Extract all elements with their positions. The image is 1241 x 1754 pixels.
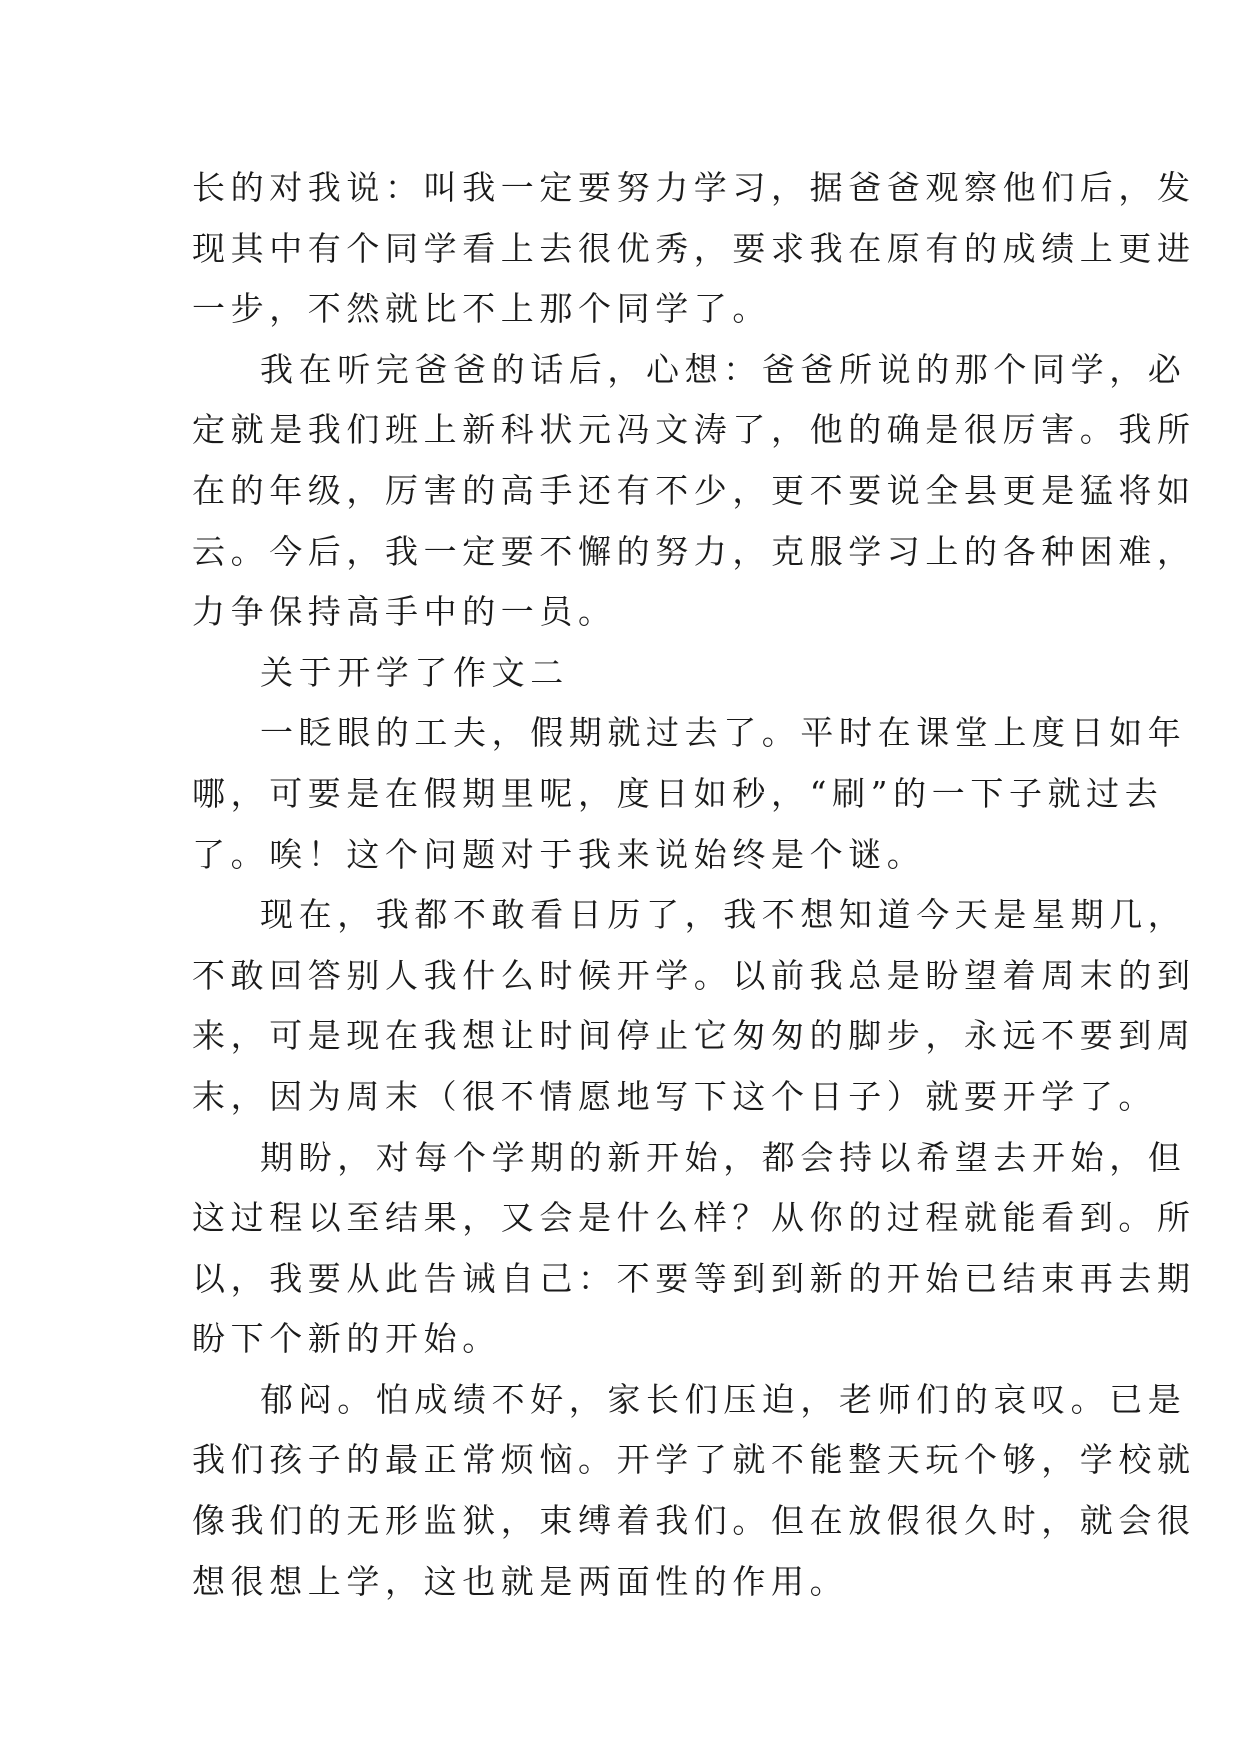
paragraph-line: 我们孩子的最正常烦恼。开学了就不能整天玩个够，学校就 — [192, 1440, 1196, 1480]
paragraph-line: 末，因为周末（很不情愿地写下这个日子）就要开学了。 — [192, 1076, 1157, 1116]
paragraph-first-line: 现在，我都不敢看日历了，我不想知道今天是星期几， — [260, 895, 1187, 935]
paragraph-line: 想很想上学，这也就是两面性的作用。 — [192, 1561, 849, 1601]
paragraph-line: 哪，可要是在假期里呢，度日如秒，“刷”的一下子就过去 — [192, 773, 1164, 813]
document-page — [192, 158, 1196, 1612]
paragraph-line: 像我们的无形监狱，束缚着我们。但在放假很久时，就会很 — [192, 1501, 1196, 1541]
paragraph-first-line: 一眨眼的工夫，假期就过去了。平时在课堂上度日如年 — [260, 713, 1187, 753]
paragraph-first-line: 期盼，对每个学期的新开始，都会持以希望去开始，但 — [260, 1137, 1187, 1177]
paragraph-line: 这过程以至结果，又会是什么样？从你的过程就能看到。所 — [192, 1198, 1196, 1238]
paragraph-line: 云。今后，我一定要不懈的努力，克服学习上的各种困难， — [192, 531, 1196, 571]
paragraph-first-line: 郁闷。怕成绩不好，家长们压迫，老师们的哀叹。已是 — [260, 1379, 1187, 1419]
paragraph-line: 现其中有个同学看上去很优秀，要求我在原有的成绩上更进 — [192, 228, 1196, 268]
paragraph-line: 来，可是现在我想让时间停止它匆匆的脚步，永远不要到周 — [192, 1016, 1196, 1056]
paragraph-first-line: 关于开学了作文二 — [260, 652, 569, 692]
paragraph-line: 了。唉！这个问题对于我来说始终是个谜。 — [192, 834, 926, 874]
paragraph-line: 力争保持高手中的一员。 — [192, 592, 617, 632]
paragraph-line: 定就是我们班上新科状元冯文涛了，他的确是很厉害。我所 — [192, 410, 1196, 450]
paragraph-line: 以，我要从此告诫自己：不要等到到新的开始已结束再去期 — [192, 1258, 1196, 1298]
paragraph-line: 一步，不然就比不上那个同学了。 — [192, 289, 771, 329]
paragraph-line: 盼下个新的开始。 — [192, 1319, 501, 1359]
paragraph-line: 在的年级，厉害的高手还有不少，更不要说全县更是猛将如 — [192, 470, 1196, 510]
paragraph-line: 不敢回答别人我什么时候开学。以前我总是盼望着周末的到 — [192, 955, 1196, 995]
paragraph-line: 长的对我说：叫我一定要努力学习，据爸爸观察他们后，发 — [192, 168, 1196, 207]
paragraph-first-line: 我在听完爸爸的话后，心想：爸爸所说的那个同学，必 — [260, 349, 1187, 389]
